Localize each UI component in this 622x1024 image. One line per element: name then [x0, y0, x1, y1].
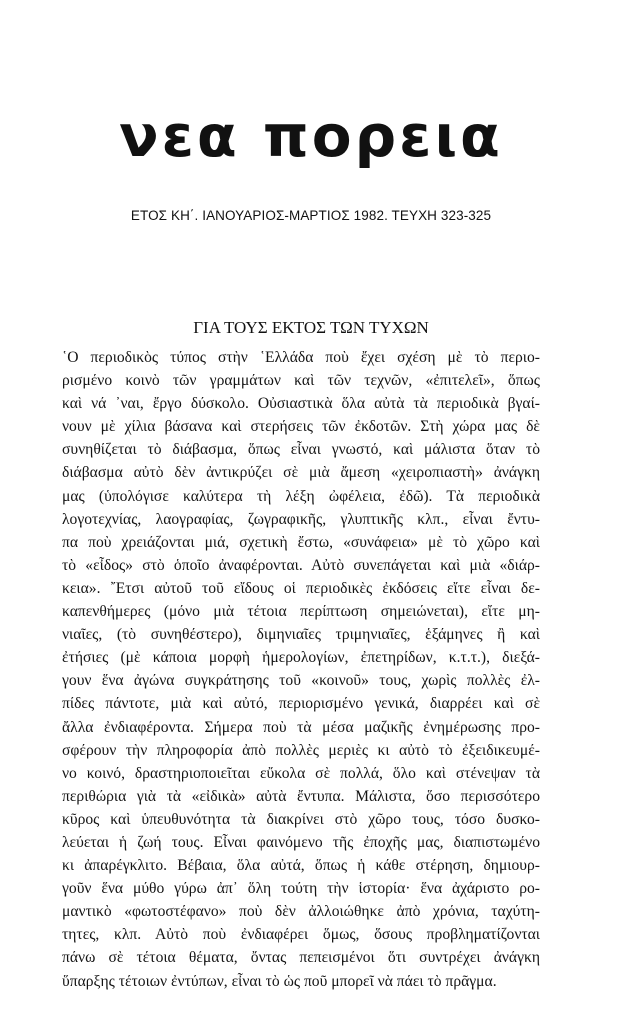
article-line: ῾Ο περιοδικὸς τύπος στὴν ῾Ελλάδα ποὺ ἔχει σχέση μὲ τὸ περιο-	[62, 349, 540, 366]
article-line: ὕπαρξης τέτοιων ἐντύπων, εἶναι τὸ ὡς ποῦ μπορεῖ νὰ πάει τὸ πρᾶγμα.	[62, 972, 497, 990]
article-line: νιαῖες, (τὸ συνηθέστερο), διμηνιαῖες τριμηνιαῖες, ἑξάμηνες ἢ καὶ	[62, 626, 540, 644]
issue-line: ΕΤΟΣ ΚΗ΄. ΙΑΝΟΥΑΡΙΟΣ-ΜΑΡΤΙΟΣ 1982. ΤΕΥΧΗ 323-325	[130, 208, 492, 223]
journal-masthead: νεα πορεια	[119, 102, 503, 170]
article-body	[62, 346, 540, 993]
article-line: περιθώρια γιὰ τὰ «εἰδικὰ» αὐτὰ ἔντυπα. Μάλιστα, ὅσο περισσότερο	[62, 787, 540, 805]
article-line: πίδες πάντοτε, μιὰ καὶ αὐτό, περιορισμένο γενικά, διαρρέει καὶ σὲ	[62, 695, 540, 713]
article-line: συνηθίζεται τὸ διάβασμα, ὅπως εἶναι γνωστό, καὶ μάλιστα ὅταν τὸ	[62, 441, 540, 459]
article-line: τὸ «εἶδος» στὸ ὁποῖο ἀναφέρονται. Αὐτὸ συνεπάγεται καὶ μιὰ «διάρ-	[62, 556, 540, 574]
article-line: σφέρουν τὴν πληροφορία ἀπὸ πολλὲς μεριὲς κι αὐτὸ τὸ ἐξειδικευμέ-	[62, 741, 540, 759]
article-line: γουν ἕνα ἀγώνα συγκράτησης τοῦ «κοινοῦ» τους, χωρὶς πολλὲς ἐλ-	[62, 672, 540, 690]
article-line: νουν μὲ χίλια βάσανα καὶ στερήσεις τῶν ἐκδοτῶν. Στὴ χώρα μας δὲ	[62, 418, 540, 436]
article-line: λεύεται ἡ ζωή τους. Εἶναι φαινόμενο τῆς ἐποχῆς μας, διαπιστωμένο	[62, 833, 540, 851]
article-line: πα ποὺ χρειάζονται μιά, σχετικὴ ἔστω, «συνάφεια» μὲ τὸ χῶρο καὶ	[62, 533, 540, 551]
article-line: νο κοινό, δραστηριοποιεῖται εὔκολα σὲ πολλά, ὅλο καὶ στένεψαν τὰ	[62, 764, 540, 782]
article-line: ἄλλα ἐνδιαφέροντα. Σήμερα ποὺ τὰ μέσα μαζικῆς ἐνημέρωσης προ-	[62, 718, 540, 736]
article-line: μαντικὸ «φωτοστέφανο» ποὺ δὲν ἀλλοιώθηκε ἀπὸ χρόνια, ταχύτη-	[62, 903, 540, 921]
article-title: ΓΙΑ ΤΟΥΣ ΕΚΤΟΣ ΤΩΝ ΤΥΧΩΝ	[193, 318, 429, 337]
article-line: καπενθήμερες (μόνο μιὰ τέτοια περίπτωση σημειώνεται), εἴτε μη-	[62, 603, 540, 621]
article-line: πάνω σὲ τέτοια θέματα, ὄντας πεπεισμένοι ὅτι συντρέχει ἀνάγκη	[62, 949, 540, 967]
article-line: κεια». ῎Ετσι αὐτοῦ τοῦ εἴδους οἱ περιοδικὲς ἐκδόσεις εἴτε εἶναι δε-	[62, 579, 540, 597]
article-line: τητες, κλπ. Αὐτὸ ποὺ ἐνδιαφέρει ὅμως, ὅσους προβληματίζονται	[62, 926, 540, 944]
article-line: ρισμένο κοινὸ τῶν γραμμάτων καὶ τῶν τεχνῶν, «ἐπιτελεῖ», ὅπως	[62, 372, 540, 390]
article-line: λογοτεχνίας, λαογραφίας, ζωγραφικῆς, γλυπτικῆς κλπ., εἶναι ἔντυ-	[62, 510, 540, 528]
article-line: κῦρος καὶ ὑπευθυνότητα τὰ διακρίνει στὸ χῶρο τους, τόσο δυσκο-	[62, 810, 540, 828]
article-line: γοῦν ἕνα μύθο γύρω ἀπ᾿ ὅλη τούτη τὴν ἱστορία· ἕνα ἀχάριστο ρο-	[62, 880, 540, 898]
article-line: καὶ νά ᾿ναι, ἔργο δύσκολο. Οὐσιαστικὰ ὅλα αὐτὰ τὰ περιοδικὰ βγαί-	[62, 395, 540, 413]
article-line: ἐτήσιες (μὲ κάποια μορφὴ ἡμερολογίων, ἐπετηρίδων, κ.τ.τ.), διεξά-	[62, 649, 540, 667]
article-line: μας (ὑπολόγισε καλύτερα τὴ λέξη ὠφέλεια, ἐδῶ). Τὰ περιοδικὰ	[62, 487, 540, 505]
article-line: διάβασμα αὐτὸ δὲν ἀντικρύζει σὲ μιὰ ἄμεση «χειροπιαστὴ» ἀνάγκη	[62, 464, 540, 482]
article-line: κι ἀπαρέγκλιτο. Βέβαια, ὅλα αὐτά, ὅπως ἡ κάθε στέρηση, δημιουρ-	[62, 857, 540, 875]
